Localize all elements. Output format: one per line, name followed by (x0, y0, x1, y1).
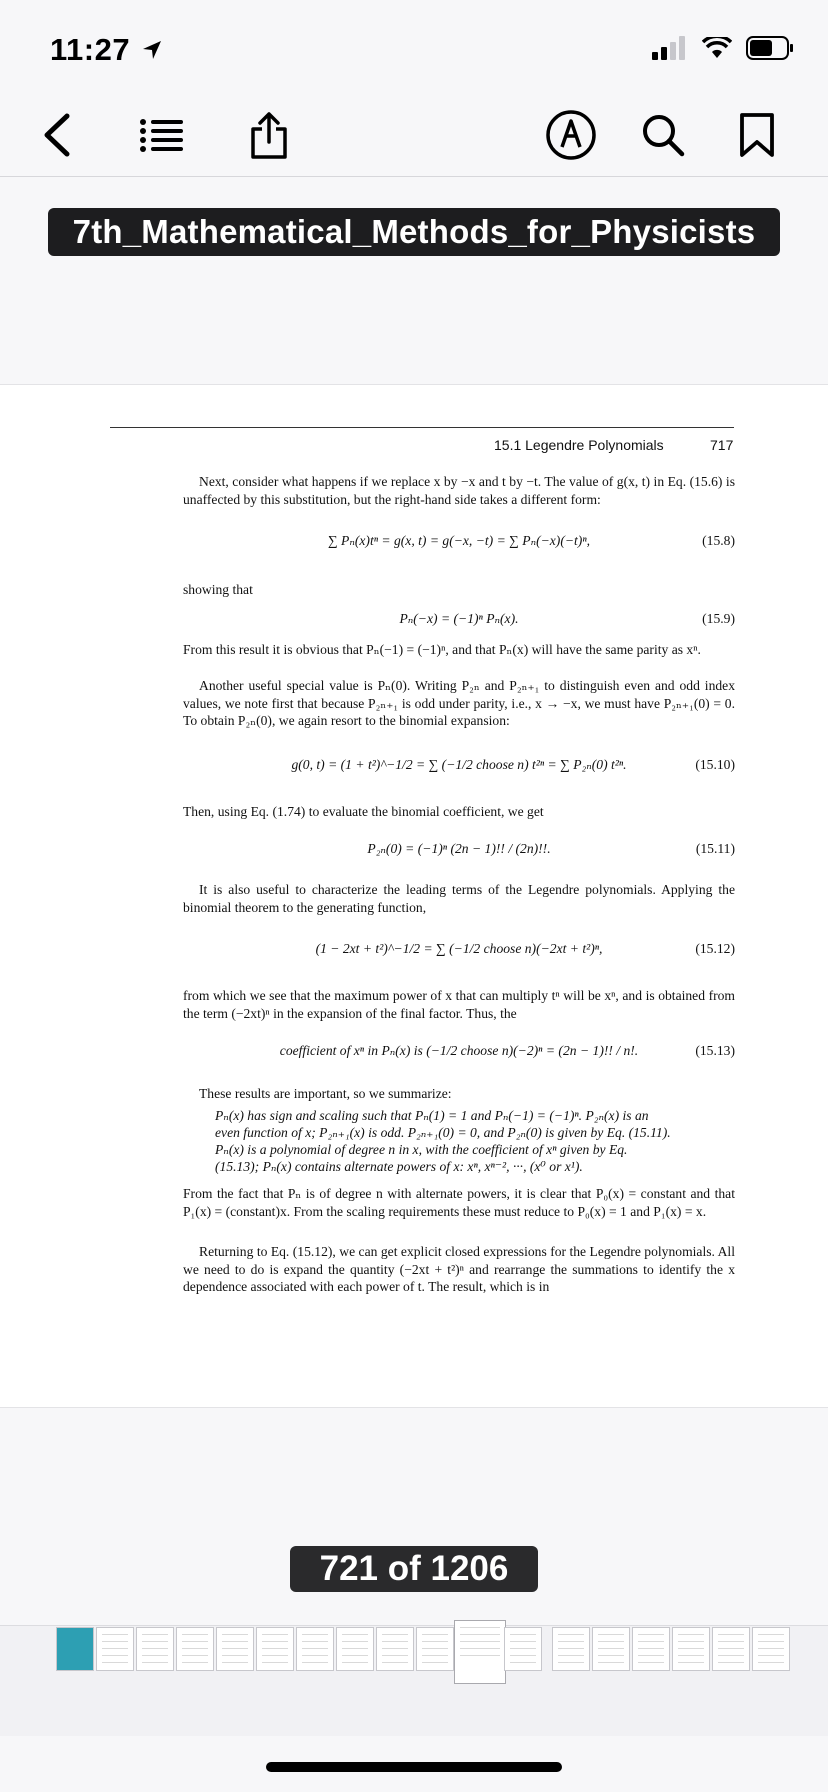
share-icon (249, 111, 289, 159)
paragraph: showing that (183, 582, 253, 597)
markup-button[interactable] (542, 106, 600, 164)
cellular-signal-icon (652, 36, 688, 60)
printed-page-number: 717 (710, 437, 734, 453)
thumbnail-current-page[interactable] (454, 1620, 506, 1684)
equation-15-8: ∑ Pₙ(x)tⁿ = g(x, t) = g(−x, −t) = ∑ Pₙ(−x)(−t)ⁿ, (15.8) (327, 533, 735, 548)
header-rule (110, 427, 734, 428)
page-thumbnail[interactable] (216, 1627, 254, 1671)
page-thumbnail[interactable] (256, 1627, 294, 1671)
page-thumbnail[interactable] (136, 1627, 174, 1671)
battery-icon (746, 36, 794, 60)
list-icon (139, 117, 183, 153)
bookmark-button[interactable] (728, 106, 786, 164)
page-thumbnail[interactable] (416, 1627, 454, 1671)
toolbar-divider (0, 176, 828, 177)
page-counter: 721 of 1206 (290, 1546, 538, 1592)
markup-pen-icon (545, 109, 597, 161)
equation-15-11: P₂ₙ(0) = (−1)ⁿ (2n − 1)!! / (2n)!!. (15.11) (367, 841, 735, 856)
paragraph: From this result it is obvious that Pₙ(−1) = (−1)ⁿ, and that Pₙ(x) will have the same parity as xⁿ. (183, 642, 701, 657)
paragraph: It is also useful to characterize the leading terms of the Legendre polynomials. Applying the binomial theorem to the generating function, (183, 882, 735, 915)
search-icon (640, 112, 686, 158)
paragraph: from which we see that the maximum power of x that can multiply tⁿ will be xⁿ, and is obtained from the term (−2xt)ⁿ in the expansion of the final factor. Thus, the (183, 988, 735, 1021)
page-thumbnail[interactable] (632, 1627, 670, 1671)
page-thumbnail[interactable] (592, 1627, 630, 1671)
equation-15-10: g(0, t) = (1 + t²)^−1/2 = ∑ (−1/2 choose n) t²ⁿ = ∑ P₂ₙ(0) t²ⁿ. (15.10) (291, 757, 735, 772)
page-thumbnail[interactable] (504, 1627, 542, 1671)
equation-15-12: (1 − 2xt + t²)^−1/2 = ∑ (−1/2 choose n)(−2xt + t²)ⁿ, (15.12) (315, 941, 735, 956)
equation-15-13: coefficient of xⁿ in Pₙ(x) is (−1/2 choose n)(−2)ⁿ = (2n − 1)!! / n!. (15.13) (279, 1043, 735, 1058)
reader-toolbar (0, 96, 828, 176)
search-button[interactable] (634, 106, 692, 164)
page-thumbnail[interactable] (712, 1627, 750, 1671)
page-thumbnail[interactable] (176, 1627, 214, 1671)
page-thumbnail[interactable] (672, 1627, 710, 1671)
chevron-left-icon (41, 113, 73, 157)
page-thumbnail[interactable] (56, 1627, 94, 1671)
clock: 11:27 (50, 32, 163, 68)
back-button[interactable] (28, 106, 86, 164)
pdf-page[interactable] (0, 384, 828, 1408)
equation-15-9: Pₙ(−x) = (−1)ⁿ Pₙ(x). (15.9) (399, 611, 735, 626)
home-indicator (266, 1762, 562, 1772)
bookmark-icon (739, 112, 775, 158)
table-of-contents-button[interactable] (132, 106, 190, 164)
summary-block: Pₙ(x) has sign and scaling such that Pₙ(1) = 1 and Pₙ(−1) = (−1)ⁿ. P₂ₙ(x) is an even function of x; P₂ₙ₊₁(x) is odd. P₂ₙ₊₁(0) = 0, and P₂ₙ(0) is given by Eq. (15.11). Pₙ(x) is a polynomial of degree n in x, with the coefficient of xⁿ given by Eq. (15.13); Pₙ(x) contains alternate powers of x: xⁿ, xⁿ⁻², ···, (x⁰ or x¹). (215, 1108, 671, 1174)
paragraph: Then, using Eq. (1.74) to evaluate the binomial coefficient, we get (183, 804, 544, 819)
page-thumbnail[interactable] (752, 1627, 790, 1671)
paragraph: Another useful special value is Pₙ(0). Writing P₂ₙ and P₂ₙ₊₁ to distinguish even and odd index values, we note first that because P₂ₙ₊₁ is odd under parity, i.e., x → −x, we must have P₂ₙ₊₁(0) = 0. To obtain P₂ₙ(0), we again resort to the binomial expansion: (183, 678, 735, 729)
wifi-icon (702, 37, 732, 59)
page-thumbnail[interactable] (336, 1627, 374, 1671)
running-head: 15.1 Legendre Polynomials (494, 437, 664, 453)
paragraph: Returning to Eq. (15.12), we can get explicit closed expressions for the Legendre polynomials. All we need to do is expand the quantity (−2xt + t²)ⁿ and rearrange the summations to identify the x dependence associated with each power of t. The result, which is in (183, 1244, 735, 1295)
page-thumbnail[interactable] (552, 1627, 590, 1671)
location-arrow-icon (141, 39, 163, 61)
status-bar (0, 0, 828, 100)
page-thumbnail[interactable] (376, 1627, 414, 1671)
paragraph: Next, consider what happens if we replace x by −x and t by −t. The value of g(x, t) in Eq. (15.6) is unaffected by this substitution, but the right-hand side takes a different form: (183, 474, 735, 507)
page-thumbnail[interactable] (96, 1627, 134, 1671)
share-button[interactable] (240, 106, 298, 164)
document-title: 7th_Mathematical_Methods_for_Physicists (48, 208, 780, 256)
status-icons (652, 36, 794, 60)
paragraph: These results are important, so we summarize: (199, 1086, 452, 1101)
paragraph: From the fact that Pₙ is of degree n with alternate powers, it is clear that P₀(x) = constant and that P₁(x) = (constant)x. From the scaling requirements these must reduce to P₀(x) = 1 and P₁(x) = x. (183, 1186, 735, 1219)
page-thumbnail[interactable] (296, 1627, 334, 1671)
